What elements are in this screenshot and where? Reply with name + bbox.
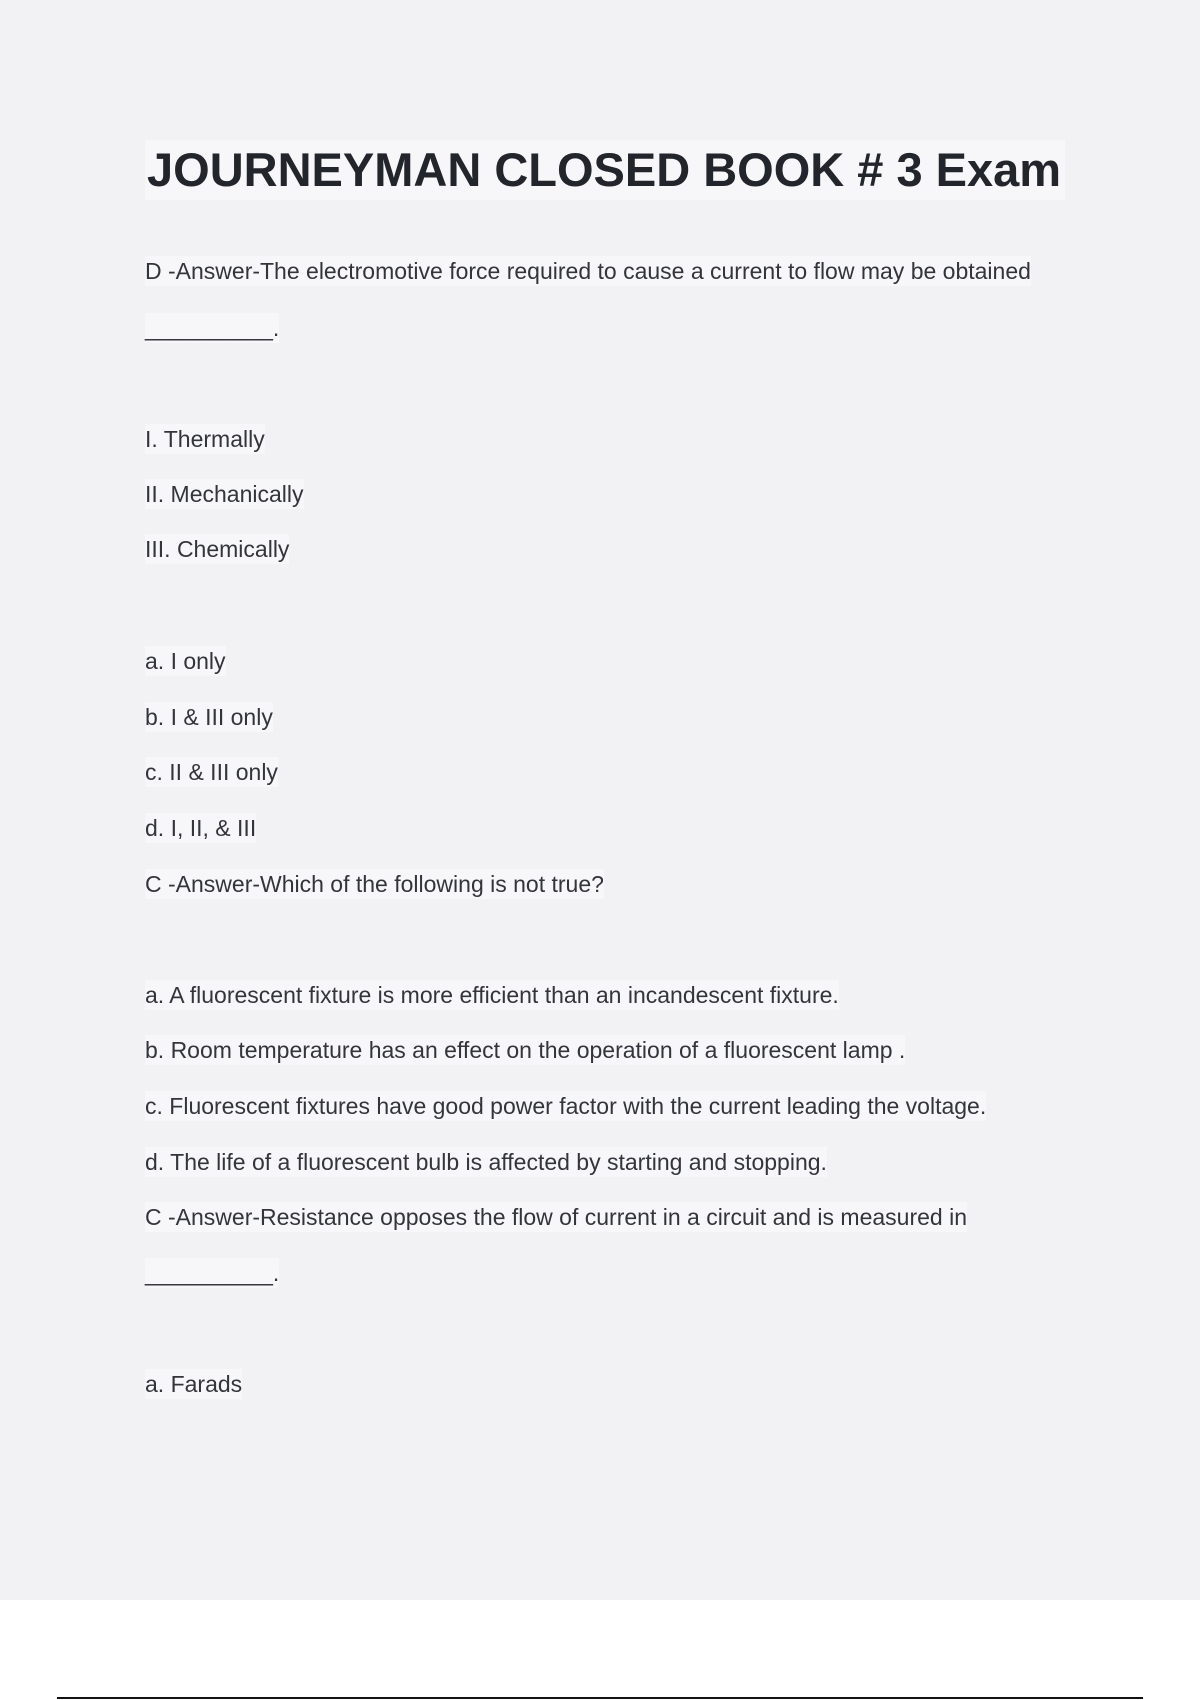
question-1-option-c: c. II & III only: [145, 759, 278, 785]
question-2-text: C -Answer-Which of the following is not true?: [145, 871, 604, 897]
question-1-option-d: d. I, II, & III: [145, 815, 257, 841]
question-2-option-d: d. The life of a fluorescent bulb is affected by starting and stopping.: [145, 1149, 827, 1175]
footer-divider: [57, 1697, 1143, 1699]
question-1-option-b: b. I & III only: [145, 704, 273, 730]
question-1-text: D -Answer-The electromotive force required to cause a current to flow may be obtained: [145, 258, 1031, 284]
question-1-blank: __________.: [145, 315, 280, 341]
question-3-text: C -Answer-Resistance opposes the flow of current in a circuit and is measured in: [145, 1204, 967, 1230]
document-title: JOURNEYMAN CLOSED BOOK # 3 Exam: [145, 140, 1065, 200]
question-1-option-a: a. I only: [145, 648, 226, 674]
statement-1: I. Thermally: [145, 426, 265, 452]
question-3-blank: __________.: [145, 1260, 280, 1286]
statement-3: III. Chemically: [145, 536, 290, 562]
question-2-option-a: a. A fluorescent fixture is more efficient than an incandescent fixture.: [145, 982, 839, 1008]
question-2-option-c: c. Fluorescent fixtures have good power factor with the current leading the voltage.: [145, 1093, 987, 1119]
question-3-option-a: a. Farads: [145, 1371, 243, 1397]
question-2-option-b: b. Room temperature has an effect on the operation of a fluorescent lamp .: [145, 1037, 906, 1063]
statement-2: II. Mechanically: [145, 481, 304, 507]
